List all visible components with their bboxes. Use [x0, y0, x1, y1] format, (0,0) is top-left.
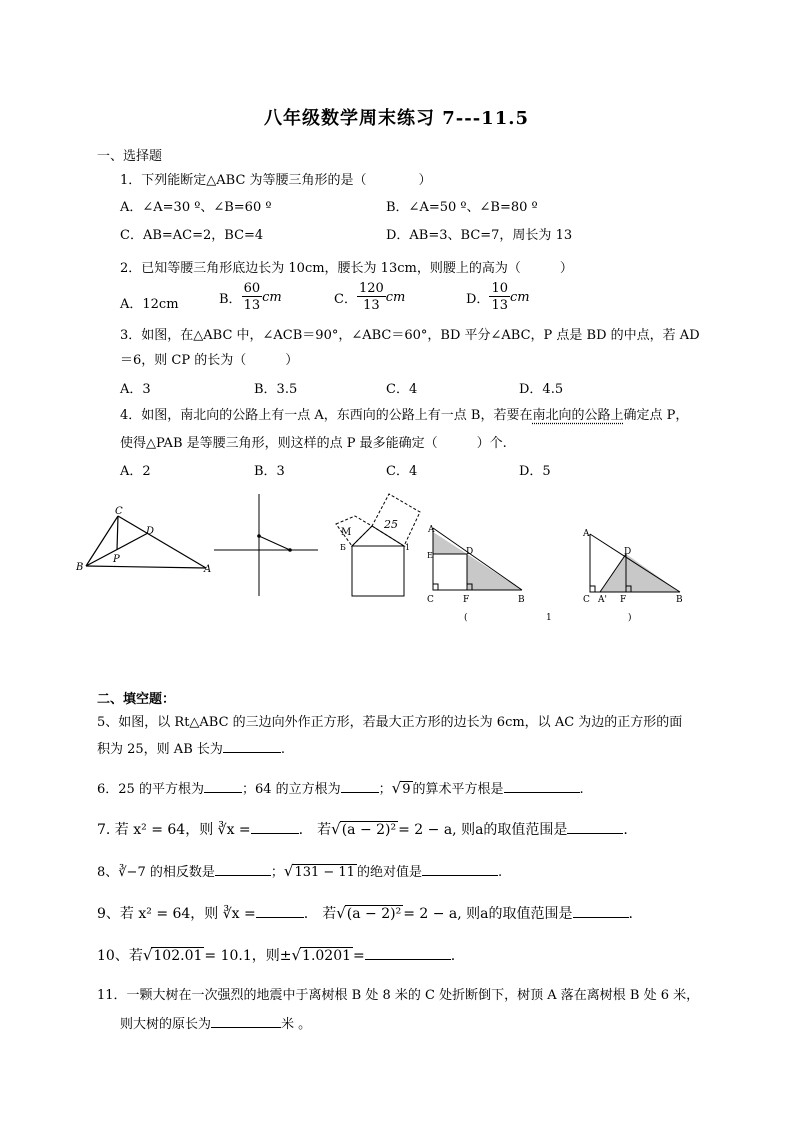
q2-option-d-unit: cm [509, 289, 530, 305]
fig4-label-e: E [427, 551, 433, 560]
q3-option-c: C．4 [386, 382, 418, 397]
q6-line [97, 778, 584, 797]
q2-option-c-fraction: $\frac{120}{13}$ [358, 281, 384, 313]
figure-triangle-bd [86, 516, 206, 568]
q5-answer-blank[interactable] [223, 738, 281, 753]
q6-end: . [579, 782, 584, 797]
q4-line1 [120, 404, 688, 423]
q1-stem: 1．下列能断定△ABC 为等腰三角形的是（ ） [120, 173, 432, 188]
q7-line [97, 819, 628, 839]
fig5-label-b: B [676, 595, 683, 605]
section-choice-heading: 一、选择题 [97, 149, 163, 164]
q10-part3: = [353, 948, 365, 964]
q6-blank-3[interactable] [504, 778, 580, 793]
q3-option-a: A．3 [120, 382, 151, 397]
q6-part4: 的算术平方根是 [412, 782, 504, 797]
q10-part2: = 10.1，则± [204, 948, 292, 964]
q8-end: . [497, 865, 503, 880]
fig3-label-b: Б [340, 543, 346, 552]
q2-option-d-fraction: $\frac{10}{13}$ [491, 281, 508, 313]
q7-part2: . 若 [298, 822, 332, 838]
q9-radical-sign: √ [336, 904, 346, 922]
fig1-label-c: C [115, 506, 123, 517]
q6-part3: ； [378, 782, 392, 797]
q3-line2: ＝6，则 CP 的长为（ ） [120, 353, 299, 368]
q10-line [97, 945, 455, 965]
q9-part1: 9、若 x² = 64，则 ∛x = [97, 906, 256, 922]
fig5-label-d: D [624, 547, 632, 557]
fig-caption-mid: 1 [546, 613, 552, 623]
figure-triangle-fold [590, 534, 680, 592]
q2-option-b [219, 282, 282, 312]
q6-blank-1[interactable] [204, 778, 242, 793]
fig4-label-d: D [466, 547, 474, 557]
fig3-label-m: M [341, 527, 352, 538]
fig4-label-c: C [427, 595, 434, 605]
q8-part2: ； [270, 865, 284, 880]
q11-line1: 11．一颗大树在一次强烈的地震中于离树根 B 处 8 米的 C 处折断倒下，树顶 A 落在离树根 B 处 6 米， [97, 988, 700, 1003]
q10-blank[interactable] [365, 945, 451, 960]
q8-part1: 8、∛−7 的相反数是 [97, 865, 215, 880]
q1-option-a: A．∠A=30 º、∠B=60 º [120, 200, 272, 215]
fig2-point-a [257, 534, 261, 538]
q7-blank-1[interactable] [251, 819, 299, 834]
fig4-label-f: F [463, 595, 470, 605]
fig3-label-one: 1 [405, 543, 411, 552]
q8-blank-1[interactable] [215, 861, 271, 876]
q9-part3: = 2 − a, 则a的取值范围是 [403, 906, 573, 922]
fig5-label-f: F [620, 595, 627, 605]
q4-option-a: A．2 [120, 464, 151, 479]
q4-line1-emphasis: 南北向的公路上 [532, 408, 624, 423]
q3-option-d: D．4.5 [519, 382, 564, 397]
q7-blank-2[interactable] [567, 819, 623, 834]
q9-radicand: (a − 2)² [346, 906, 402, 922]
section-fill-heading: 二、填空题： [97, 692, 176, 707]
q6-blank-2[interactable] [341, 778, 379, 793]
figures-row [0, 488, 793, 628]
q1-option-c: C．AB=AC=2，BC=4 [120, 228, 264, 243]
q3-line1: 3．如图，在△ABC 中，∠ACB＝90°，∠ABC＝60°，BD 平分∠ABC，P 点是 BD 的中点，若 AD [120, 328, 700, 343]
figure-triangle-square [433, 528, 522, 590]
q4-option-c: C．4 [386, 464, 418, 479]
q10-part1: 10、若 [97, 948, 143, 964]
fig5-label-c: C [583, 595, 590, 605]
q3-option-b: B．3.5 [254, 382, 298, 397]
q11-blank[interactable] [211, 1013, 281, 1028]
q4-line1-part3: 确定点 P， [623, 408, 689, 423]
q4-line1-part1: 4．如图，南北向的公路上有一点 A，东西向的公路上有一点 B，若要在 [120, 408, 533, 423]
q6-part2: ；64 的立方根为 [241, 782, 341, 797]
fig1-label-d: D [146, 526, 155, 537]
q11-text: 则大树的原长为 [120, 1017, 212, 1032]
fig3-label-25: 25 [384, 518, 398, 531]
q5-end: . [280, 742, 286, 757]
q9-end: . [628, 906, 633, 922]
q5-line2 [97, 738, 285, 757]
q7-part3: = 2 − a, 则a的取值范围是 [398, 822, 568, 838]
q6-radicand: 9 [402, 782, 411, 797]
q4-line2: 使得△PAB 是等腰三角形，则这样的点 P 最多能确定（ ）个. [120, 436, 507, 451]
q9-line [97, 903, 633, 923]
q9-part2: . 若 [303, 906, 337, 922]
q2-option-b-label: B． [219, 291, 242, 307]
q10-radicand-2: 1.0201 [302, 948, 352, 964]
fig-caption-right: ) [628, 613, 632, 623]
q1-option-d: D．AB=3、BC=7，周长为 13 [386, 228, 573, 243]
q9-blank-2[interactable] [573, 903, 629, 918]
q2-option-c [334, 282, 405, 312]
q7-radical-sign: √ [331, 820, 341, 838]
q8-blank-2[interactable] [422, 861, 498, 876]
q2-option-b-unit: cm [262, 289, 282, 305]
q2-option-b-fraction: $\frac{60}{13}$ [243, 281, 261, 313]
figure-roads [214, 494, 318, 596]
q2-option-c-unit: cm [385, 289, 406, 305]
q10-end: . [450, 948, 456, 964]
fig5-label-a-prime: A' [598, 595, 607, 605]
q8-radicand: 131 − 11 [294, 865, 355, 880]
q10-radical-sign-1: √ [142, 946, 153, 964]
q8-line [97, 861, 502, 880]
q2-stem: 2．已知等腰三角形底边长为 10cm，腰长为 13cm，则腰上的高为（ ） [120, 261, 573, 276]
q1-option-b: B．∠A=50 º、∠B=80 º [386, 200, 538, 215]
fig1-label-a: A [204, 564, 212, 575]
q2-option-d [466, 282, 530, 312]
fig1-label-b: B [76, 562, 84, 573]
fig4-label-a: A [428, 525, 435, 535]
fig5-label-a: A [583, 529, 590, 539]
q8-radical-sign: √ [283, 862, 294, 880]
q10-radicand-1: 102.01 [153, 948, 203, 964]
fig2-point-b [288, 548, 292, 552]
q2-option-c-label: C． [334, 291, 357, 307]
q9-blank-1[interactable] [256, 903, 304, 918]
q7-radicand: (a − 2)² [341, 822, 397, 838]
q11-line2 [120, 1013, 311, 1032]
page-title: 八年级数学周末练习 7---11.5 [263, 108, 530, 129]
q4-option-b: B．3 [254, 464, 285, 479]
q7-part1: 7. 若 x² = 64，则 ∛x = [97, 822, 251, 838]
fig-caption-left: ( [464, 613, 468, 623]
q4-option-d: D．5 [519, 464, 551, 479]
q6-radical-sign: √ [391, 779, 402, 797]
q10-radical-sign-2: √ [291, 946, 302, 964]
q2-option-a: A．12cm [120, 297, 179, 312]
fig4-label-b: B [518, 595, 525, 605]
q7-end: . [623, 822, 628, 838]
q11-end: 米 。 [281, 1017, 312, 1032]
q8-part3: 的绝对值是 [356, 865, 422, 880]
q6-part1: 6．25 的平方根为 [97, 782, 204, 797]
q5-text: 积为 25，则 AB 长为 [97, 742, 223, 757]
fig1-label-p: P [113, 554, 120, 565]
q5-line1: 5、如图，以 Rt△ABC 的三边向外作正方形，若最大正方形的边长为 6cm，以 AC 为边的正方形的面 [97, 715, 683, 730]
q2-option-d-label: D． [466, 291, 490, 307]
